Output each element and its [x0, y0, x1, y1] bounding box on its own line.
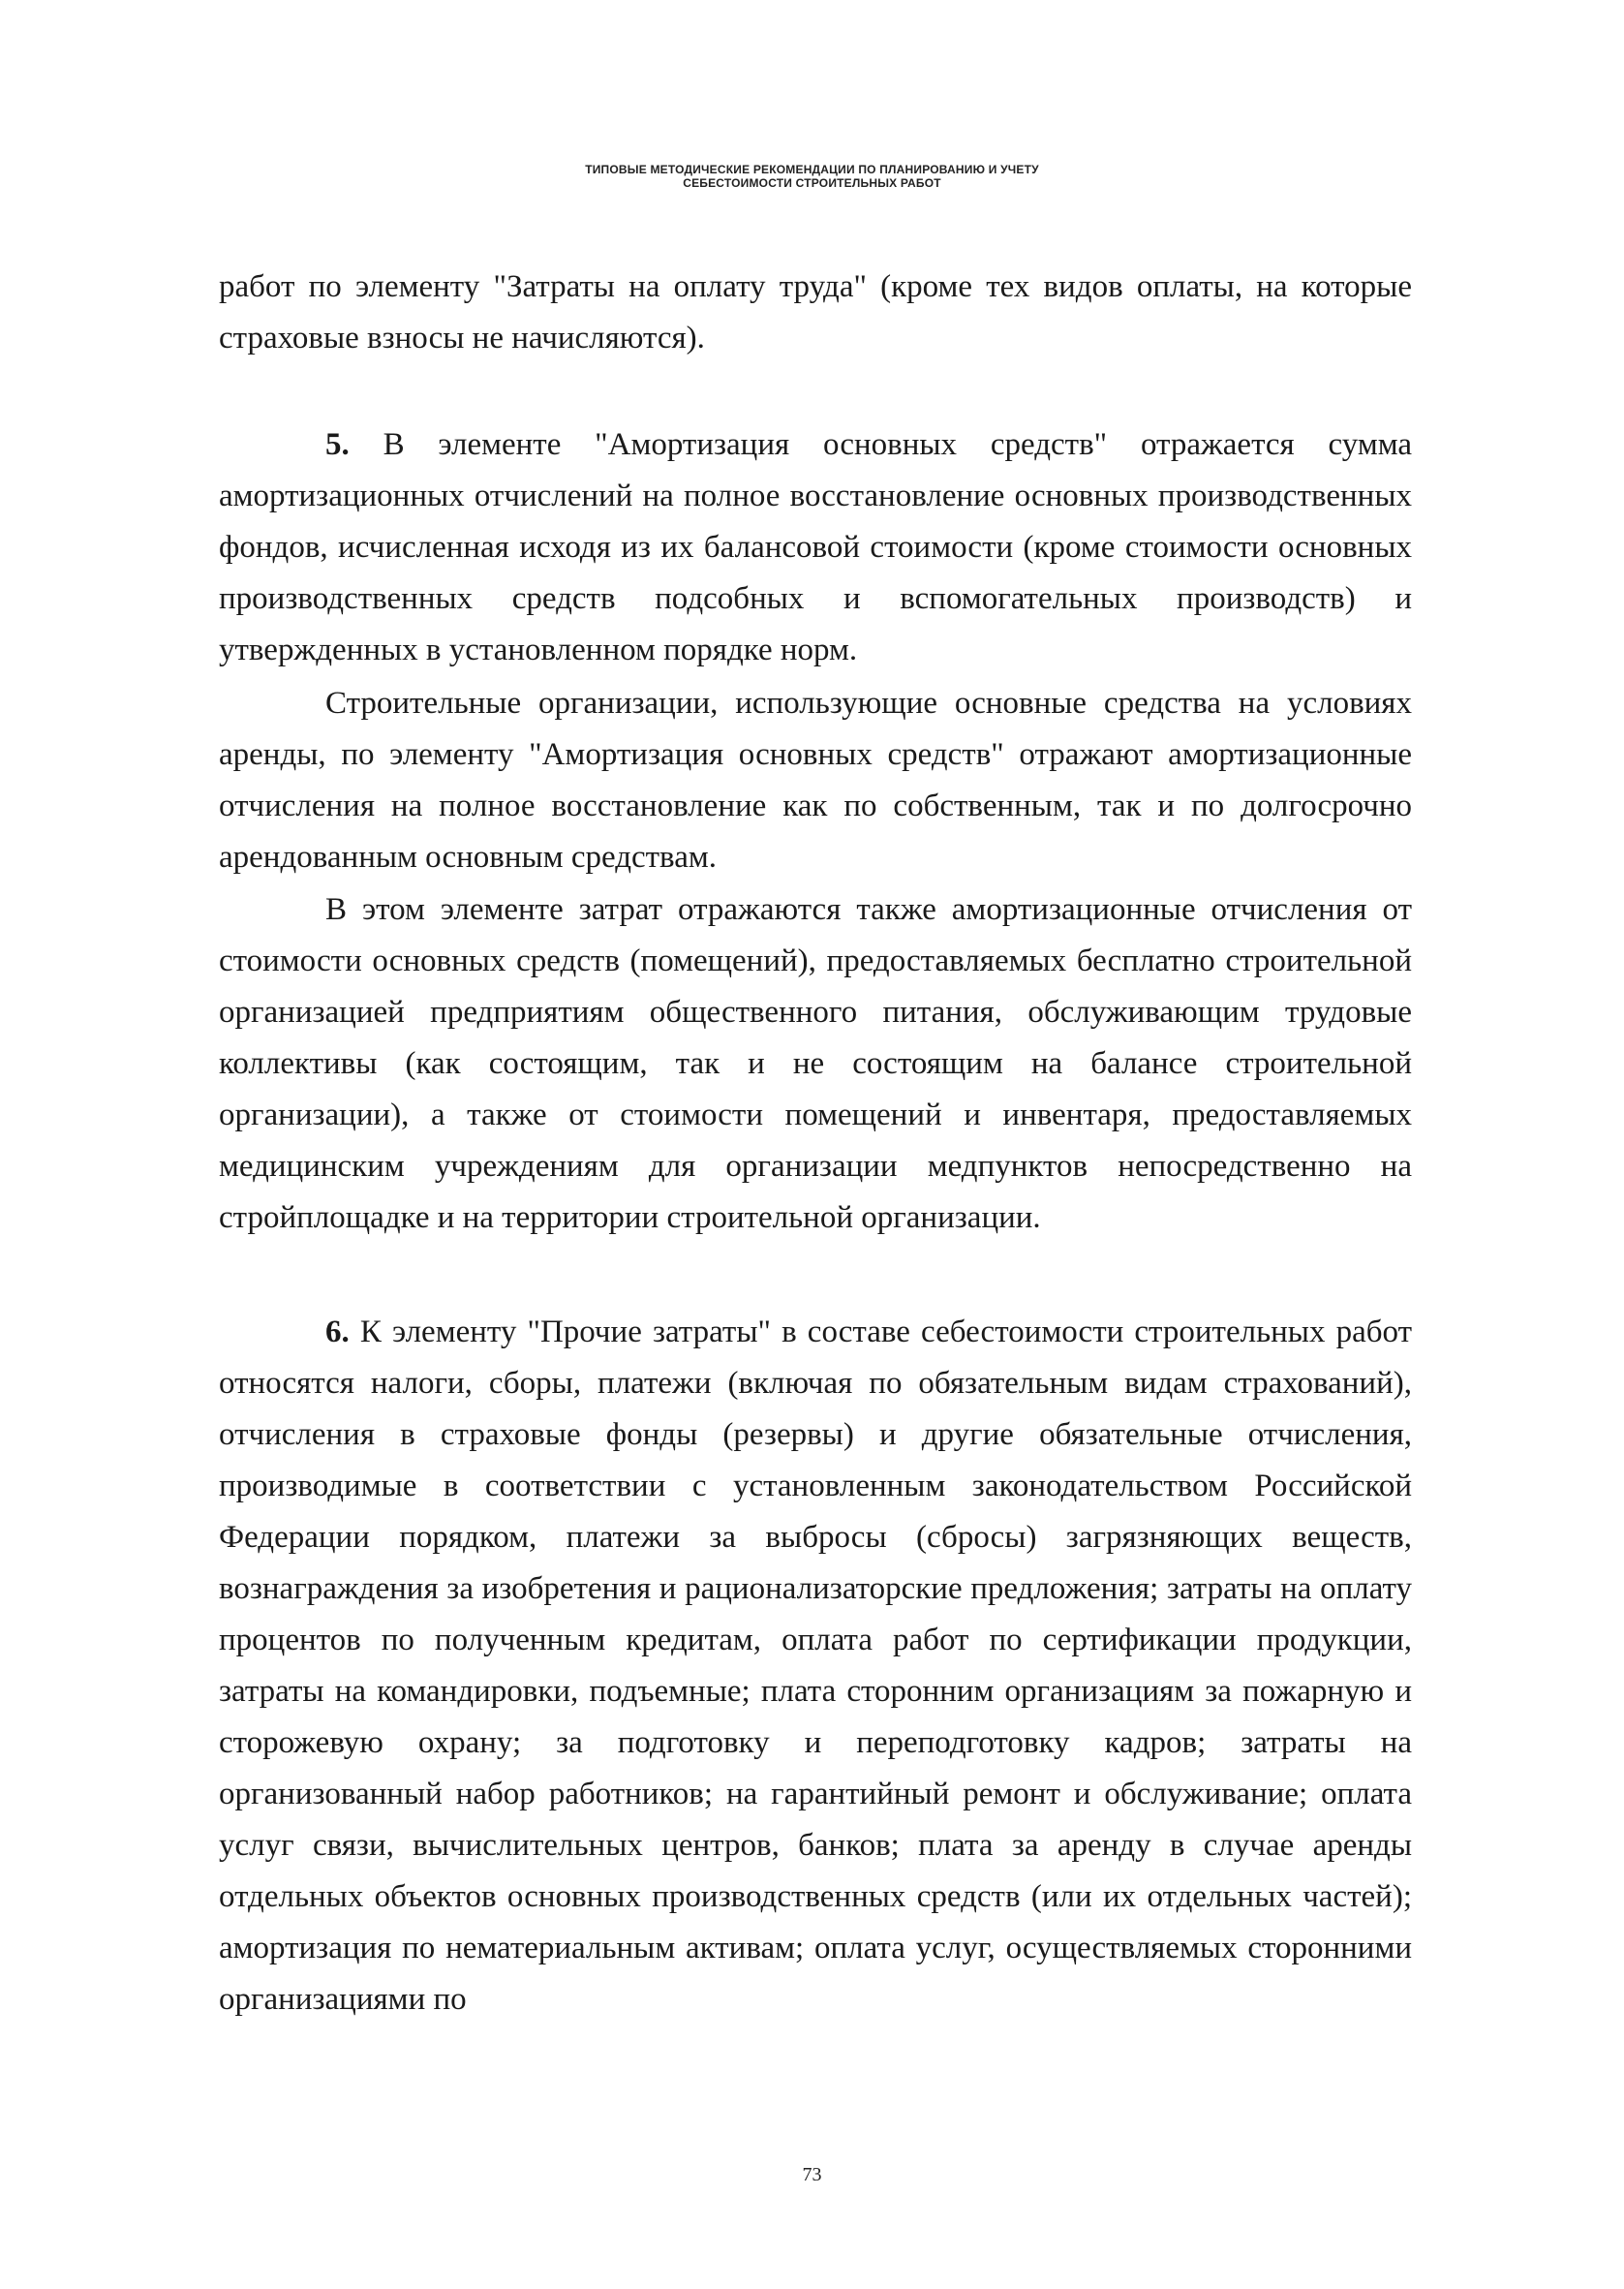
paragraph-continuation: работ по элементу "Затраты на оплату труда" (кроме тех видов оплаты, на которые страховые взносы не начисляются).: [219, 269, 1412, 356]
running-header-line-2: СЕБЕСТОИМОСТИ СТРОИТЕЛЬНЫХ РАБОТ: [683, 176, 941, 190]
section-5-paragraph-1-text: В элементе "Амортизация основных средств" отражается сумма амортизационных отчислений на полное восстановление основных производственных фондов, исчисленная исходя из их балансовой стоимости (кроме стоимости основных производственных средств подсобных и вспомогательных производств) и утвержденных в установленном порядке норм.: [219, 427, 1413, 667]
section-5-number: 5.: [325, 427, 350, 462]
section-5-paragraph-2: Строительные организации, использующие основные средства на условиях аренды, по элементу "Амортизация основных средств" отражают амортизационные отчисления на полное восстановление как по собственным, так и по долгосрочно арендованным основным средствам.: [219, 686, 1412, 875]
section-6-paragraph-1-text: К элементу "Прочие затраты" в составе себестоимости строительных работ относятся налоги, сборы, платежи (включая по обязательным видам страхований), отчисления в страховые фонды (резервы) и другие обязательные отчисления, производимые в соответствии с установленным законодательством Российской Федерации порядком, платежи за выбросы (сбросы) загрязняющих веществ, вознаграждения за изобретения и рационализаторские предложения; затраты на оплату процентов по полученным кредитам, оплата работ по сертификации продукции, затраты на командировки, подъемные; плата сторонним организациям за пожарную и сторожевую охрану; за подготовку и переподготовку кадров; затраты на организованный набор работников; на гарантийный ремонт и обслуживание; оплата услуг связи, вычислительных центров, банков; плата за аренду в случае аренды отдельных объектов основных производственных средств (или их отдельных частей); амортизация по нематериальным активам; оплата услуг, осуществляемых сторонними организациями по: [219, 1315, 1413, 2017]
section-5-paragraph-3: В этом элементе затрат отражаются также амортизационные отчисления от стоимости основных средств (помещений), предоставляемых бесплатно строительной организацией предприятиям общественного питания, обслуживающим трудовые коллективы (как состоящим, так и не состоящим на балансе строительной организации), а также от стоимости помещений и инвентаря, предоставляемых медицинским учреждениям для организации медпунктов непосредственно на стройплощадке и на территории строительной организации.: [219, 892, 1412, 1235]
section-6-paragraph-1: [219, 1307, 1412, 2026]
running-header: [0, 163, 1624, 190]
section-6-number: 6.: [325, 1315, 350, 1349]
running-header-line-1: ТИПОВЫЕ МЕТОДИЧЕСКИЕ РЕКОМЕНДАЦИИ ПО ПЛАНИРОВАНИЮ И УЧЕТУ: [585, 163, 1039, 176]
section-5-paragraph-1: [219, 419, 1412, 676]
page-number: 73: [802, 2164, 822, 2185]
